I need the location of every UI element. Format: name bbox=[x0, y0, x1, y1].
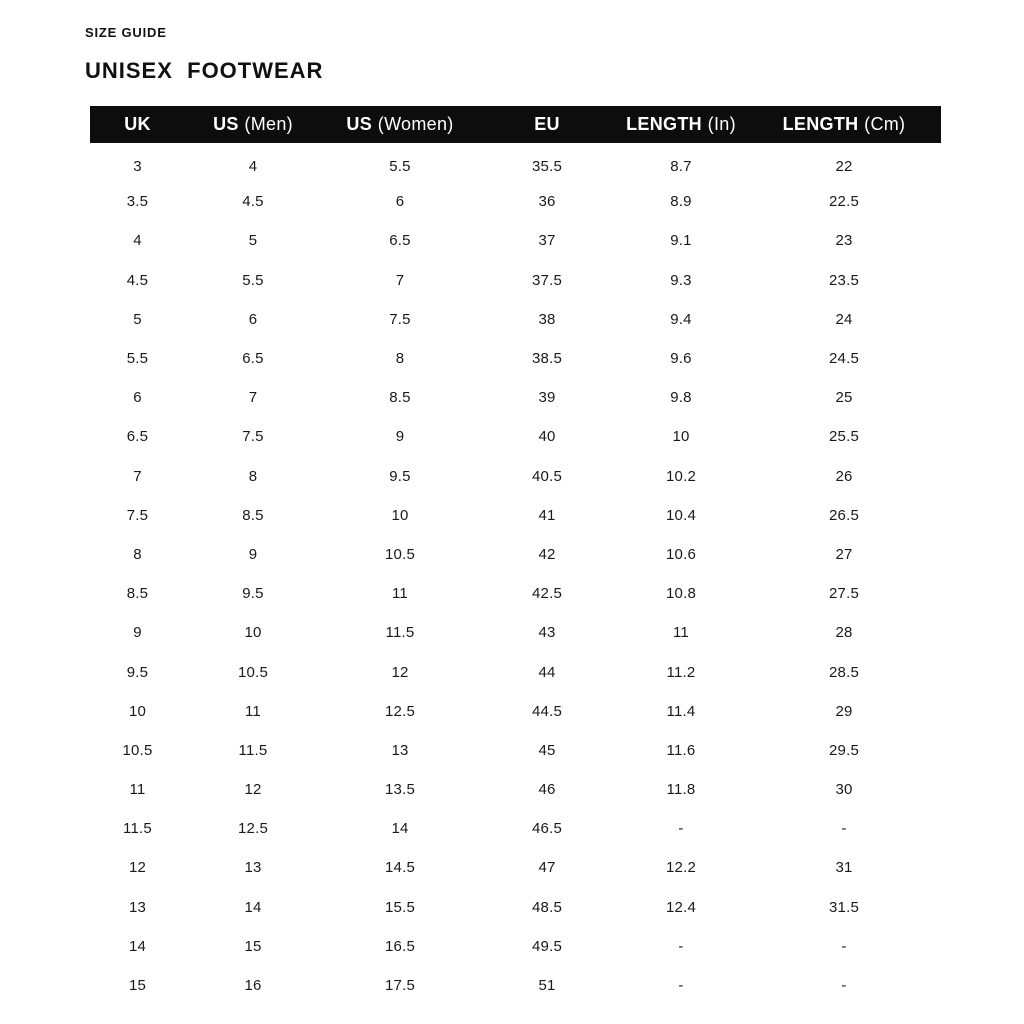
column-header-label: UK bbox=[124, 114, 151, 134]
table-row bbox=[90, 731, 941, 770]
table-cell: - bbox=[678, 937, 684, 955]
table-cell: 48.5 bbox=[532, 898, 562, 916]
table-cell: 6 bbox=[133, 389, 142, 407]
table-cell: 5 bbox=[133, 310, 142, 328]
table-cell: 11.5 bbox=[385, 624, 415, 642]
table-cell: 10 bbox=[391, 506, 409, 524]
table-cell: 8.7 bbox=[670, 158, 692, 176]
table-cell: 28.5 bbox=[829, 663, 859, 681]
table-cell: 31.5 bbox=[829, 898, 859, 916]
table-row bbox=[90, 221, 941, 260]
table-cell: 12.5 bbox=[385, 702, 415, 720]
table-cell: 22 bbox=[835, 158, 853, 176]
table-cell: 9 bbox=[133, 624, 142, 642]
column-header-us-women bbox=[321, 106, 479, 143]
table-cell: 5.5 bbox=[126, 350, 149, 368]
table-cell: 12 bbox=[128, 859, 147, 877]
table-cell: 45 bbox=[538, 741, 556, 759]
column-header-label: US bbox=[213, 114, 239, 134]
table-cell: 3.5 bbox=[126, 193, 149, 211]
table-cell: 12.5 bbox=[238, 820, 268, 838]
table-cell: 22.5 bbox=[829, 193, 859, 211]
table-cell: 29.5 bbox=[829, 741, 859, 759]
column-header-label: US bbox=[346, 114, 373, 134]
table-cell: 27 bbox=[835, 545, 853, 563]
column-header-label: EU bbox=[534, 114, 560, 134]
table-cell: 15 bbox=[244, 937, 262, 955]
table-cell: 11 bbox=[129, 781, 146, 799]
table-cell: 27.5 bbox=[829, 585, 859, 603]
table-cell: 5.5 bbox=[242, 271, 264, 289]
table-cell: 10 bbox=[244, 624, 262, 642]
table-cell: 9.5 bbox=[242, 585, 264, 603]
table-cell: 25.5 bbox=[829, 428, 859, 446]
table-cell: 12 bbox=[244, 781, 262, 799]
table-cell: 44 bbox=[538, 663, 556, 681]
table-cell: 28 bbox=[835, 624, 853, 642]
column-header-label: LENGTH bbox=[782, 114, 859, 134]
table-cell: - bbox=[678, 977, 684, 995]
table-row bbox=[90, 182, 941, 221]
table-cell: 49.5 bbox=[532, 937, 562, 955]
table-cell: 10.4 bbox=[666, 506, 696, 524]
table-cell: 40 bbox=[538, 428, 556, 446]
table-cell: 6.5 bbox=[389, 232, 411, 250]
table-cell: 36 bbox=[538, 193, 556, 211]
table-cell: 6 bbox=[395, 193, 405, 211]
table-cell: 3 bbox=[133, 158, 142, 176]
table-cell: - bbox=[841, 820, 847, 838]
table-cell: 44.5 bbox=[532, 702, 562, 720]
table-row bbox=[90, 848, 941, 887]
table-cell: 11 bbox=[392, 585, 408, 603]
column-header-label: LENGTH bbox=[626, 114, 702, 134]
table-cell: 41 bbox=[538, 506, 556, 524]
size-table-body bbox=[90, 143, 941, 1005]
table-row bbox=[90, 457, 941, 496]
table-cell: 5.5 bbox=[389, 158, 411, 176]
table-cell: 12.4 bbox=[666, 898, 696, 916]
table-cell: 15.5 bbox=[385, 898, 415, 916]
table-cell: 7 bbox=[133, 467, 142, 485]
table-cell: 29 bbox=[835, 702, 853, 720]
table-cell: 14 bbox=[391, 820, 409, 838]
table-cell: 4 bbox=[248, 158, 258, 176]
table-row bbox=[90, 652, 941, 691]
table-cell: 10.5 bbox=[385, 545, 415, 563]
table-cell: 46.5 bbox=[532, 820, 562, 838]
table-cell: - bbox=[841, 977, 847, 995]
table-cell: 23 bbox=[835, 232, 853, 250]
table-cell: 9.6 bbox=[670, 350, 692, 368]
table-cell: 25 bbox=[835, 389, 853, 407]
table-cell: 7 bbox=[248, 389, 258, 407]
table-row bbox=[90, 574, 941, 613]
table-cell: 8 bbox=[248, 467, 258, 485]
table-cell: 9 bbox=[248, 545, 258, 563]
column-header-length-in bbox=[615, 106, 747, 143]
table-cell: 8.5 bbox=[126, 585, 149, 603]
table-cell: 24.5 bbox=[829, 350, 859, 368]
table-row bbox=[90, 417, 941, 456]
table-cell: 12.2 bbox=[666, 859, 696, 877]
column-header-us-men bbox=[185, 106, 321, 143]
table-cell: 6.5 bbox=[126, 428, 149, 446]
table-cell: 9 bbox=[395, 428, 405, 446]
table-cell: 11.6 bbox=[666, 741, 696, 759]
table-cell: 11 bbox=[245, 702, 261, 720]
table-cell: - bbox=[678, 820, 684, 838]
table-cell: 11.5 bbox=[123, 820, 152, 838]
table-cell: 24 bbox=[835, 310, 853, 328]
column-header-length-cm bbox=[747, 106, 941, 143]
table-cell: 15 bbox=[128, 977, 147, 995]
table-cell: 10.5 bbox=[122, 741, 153, 759]
table-cell: 26.5 bbox=[829, 506, 859, 524]
table-cell: - bbox=[841, 937, 847, 955]
table-cell: 38 bbox=[538, 310, 556, 328]
table-cell: 8 bbox=[133, 545, 142, 563]
table-cell: 4 bbox=[133, 232, 142, 250]
table-cell: 11.8 bbox=[666, 781, 696, 799]
table-cell: 6.5 bbox=[242, 350, 264, 368]
table-cell: 4.5 bbox=[242, 193, 264, 211]
table-cell: 8.5 bbox=[242, 506, 264, 524]
table-cell: 16 bbox=[244, 977, 262, 995]
table-cell: 37.5 bbox=[532, 271, 562, 289]
table-cell: 10 bbox=[672, 428, 690, 446]
table-cell: 7.5 bbox=[389, 310, 411, 328]
table-row bbox=[90, 339, 941, 378]
table-cell: 13 bbox=[128, 898, 147, 916]
table-cell: 31 bbox=[835, 859, 853, 877]
table-cell: 51 bbox=[538, 977, 556, 995]
table-cell: 42.5 bbox=[532, 585, 562, 603]
table-cell: 30 bbox=[835, 781, 853, 799]
table-cell: 10 bbox=[128, 702, 147, 720]
table-header-row bbox=[90, 106, 941, 143]
table-row bbox=[90, 300, 941, 339]
table-cell: 8 bbox=[395, 350, 405, 368]
column-header-suffix: (In) bbox=[707, 114, 736, 134]
table-cell: 10.8 bbox=[666, 585, 696, 603]
table-cell: 8.5 bbox=[389, 389, 411, 407]
table-cell: 39 bbox=[538, 389, 556, 407]
table-cell: 47 bbox=[538, 859, 556, 877]
table-cell: 14.5 bbox=[385, 859, 415, 877]
table-cell: 9.4 bbox=[670, 310, 692, 328]
table-cell: 14 bbox=[128, 937, 147, 955]
table-cell: 6 bbox=[248, 310, 258, 328]
table-cell: 8.9 bbox=[670, 193, 692, 211]
table-cell: 43 bbox=[538, 624, 556, 642]
column-header-suffix: (Men) bbox=[244, 114, 293, 134]
table-row bbox=[90, 378, 941, 417]
table-cell: 13 bbox=[391, 741, 409, 759]
table-cell: 5 bbox=[248, 232, 258, 250]
table-cell: 42 bbox=[538, 545, 556, 563]
table-cell: 13 bbox=[244, 859, 262, 877]
table-cell: 9.5 bbox=[126, 663, 149, 681]
table-cell: 13.5 bbox=[385, 781, 415, 799]
column-header-suffix: (Cm) bbox=[864, 114, 906, 134]
table-cell: 7 bbox=[395, 271, 405, 289]
size-guide-label: SIZE GUIDE bbox=[85, 25, 167, 40]
table-cell: 16.5 bbox=[385, 937, 415, 955]
table-cell: 9.3 bbox=[670, 271, 692, 289]
table-cell: 17.5 bbox=[385, 977, 415, 995]
table-cell: 11.2 bbox=[666, 663, 696, 681]
table-cell: 7.5 bbox=[242, 428, 264, 446]
table-row bbox=[90, 143, 941, 182]
table-cell: 38.5 bbox=[532, 350, 562, 368]
table-cell: 10.5 bbox=[238, 663, 268, 681]
table-cell: 46 bbox=[538, 781, 556, 799]
table-cell: 10.2 bbox=[666, 467, 696, 485]
table-row bbox=[90, 535, 941, 574]
table-row bbox=[90, 927, 941, 966]
table-cell: 26 bbox=[835, 467, 853, 485]
column-header-uk bbox=[90, 106, 185, 143]
table-cell: 40.5 bbox=[532, 467, 562, 485]
size-conversion-table bbox=[90, 106, 941, 1005]
table-row bbox=[90, 809, 941, 848]
table-row bbox=[90, 613, 941, 652]
table-row bbox=[90, 888, 941, 927]
table-cell: 37 bbox=[538, 232, 556, 250]
table-cell: 10.6 bbox=[666, 545, 696, 563]
table-cell: 4.5 bbox=[126, 271, 149, 289]
table-row bbox=[90, 692, 941, 731]
table-cell: 11 bbox=[673, 624, 689, 642]
table-cell: 11.5 bbox=[238, 741, 268, 759]
table-cell: 11.4 bbox=[666, 702, 696, 720]
table-cell: 9.1 bbox=[670, 232, 692, 250]
table-cell: 7.5 bbox=[126, 506, 149, 524]
table-row bbox=[90, 966, 941, 1005]
table-cell: 9.8 bbox=[670, 389, 692, 407]
table-cell: 35.5 bbox=[532, 158, 562, 176]
table-row bbox=[90, 770, 941, 809]
table-cell: 9.5 bbox=[389, 467, 411, 485]
table-cell: 12 bbox=[391, 663, 409, 681]
column-header-eu bbox=[479, 106, 615, 143]
table-row bbox=[90, 261, 941, 300]
table-row bbox=[90, 496, 941, 535]
column-header-suffix: (Women) bbox=[377, 114, 454, 134]
page-title: UNISEX FOOTWEAR bbox=[85, 58, 324, 83]
table-cell: 14 bbox=[244, 898, 262, 916]
table-cell: 23.5 bbox=[829, 271, 859, 289]
